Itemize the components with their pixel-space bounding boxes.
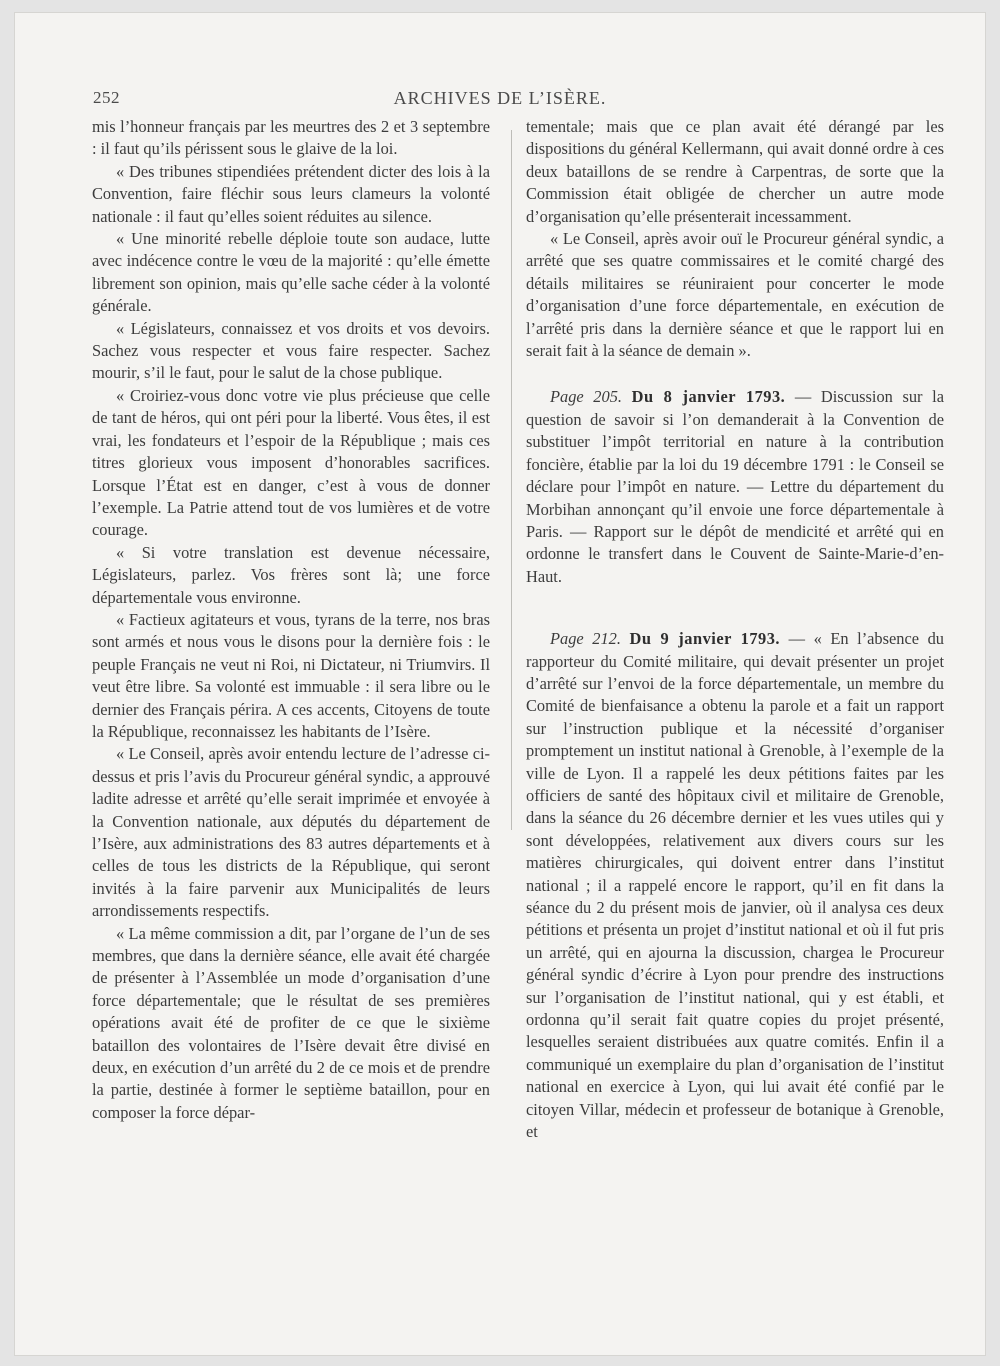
right-column [526, 116, 944, 1143]
paragraph: « La même commission a dit, par l’organe de l’un de ses membres, que dans la dernière séance, elle avait été chargée de présenter à l’Assemblée un mode d’organisation d’une force départementale; que le résultat de ses premières opérations avait été de profiter de ce que le sixième bataillon des volontaires de l’Isère devait être divisé en deux, en exécution d’un arrêté du 2 de ce mois et de prendre la partie, destinée à former le septième bataillon, pour en composer la force dépar- [92, 923, 490, 1122]
running-head: ARCHIVES DE L’ISÈRE. [393, 88, 607, 108]
column-divider [511, 130, 512, 830]
paragraph: mis l’honneur français par les meurtres des 2 et 3 septembre : il faut qu’ils périssent sous le glaive de la loi. [92, 117, 490, 159]
paragraph: « Factieux agitateurs et vous, tyrans de la terre, nos bras sont armés et nous vous le disons pour la dernière fois : le peuple Français ne veut ni Roi, ni Dictateur, ni Triumvirs. Il veut être libre. Sa volonté est immuable : il sera libre ou le dernier des Français périra. A ces accents, Citoyens de toute la République, reconnaissez les habitants de l’Isère. [92, 609, 490, 741]
paragraph: « Si votre translation est devenue nécessaire, Législateurs, parlez. Vos frères sont là; une force départementale vous environne. [92, 542, 490, 607]
paragraph: « Croiriez-vous donc votre vie plus précieuse que celle de tant de héros, qui ont péri pour la liberté. Vous êtes, il est vrai, les fondateurs et l’espoir de la République ; mais ces titres glorieux vous imposent d’honorables sacrifices. Lorsque l’État est en danger, c’est à vous de donner l’exemple. La Patrie attend tout de vos lumières et de votre courage. [92, 385, 490, 540]
entry-date: Du 9 janvier 1793. [629, 629, 781, 649]
paragraph: « Des tribunes stipendiées prétendent dicter des lois à la Convention, faire fléchir sous leurs clameurs la volonté nationale : il faut qu’elles soient réduites au silence. [92, 161, 490, 226]
paragraph: « Le Conseil, après avoir entendu lecture de l’adresse ci-dessus et pris l’avis du Procureur général syndic, a approuvé ladite adresse et arrêté qu’elle serait imprimée et envoyée à la Convention nationale, aux députés du département de l’Isère, aux administrations des 83 autres départements et à celles de tous les districts de la République, qui seront invités à la faire parvenir aux Municipalités de leurs arrondissements respectifs. [92, 744, 490, 921]
page-number: 252 [93, 88, 120, 107]
left-column [92, 116, 490, 1124]
paragraph: « Législateurs, connaissez et vos droits et vos devoirs. Sachez vous respecter et vous faire respecter. Sachez mourir, s’il le faut, pour le salut de la chose publique. [92, 318, 490, 383]
paragraph: « Le Conseil, après avoir ouï le Procureur général syndic, a arrêté que ses quatre commissaires et le comité chargé des détails militaires se réuniraient pour concerter le mode d’organisation d’une force départementale, en exécution de l’arrêté pris dans la dernière séance et que le rapport lui en serait fait à la séance de demain ». [526, 229, 944, 361]
entry-date: Du 8 janvier 1793. [631, 387, 786, 407]
entry-text: — « En l’absence du rapporteur du Comité militaire, qui devait présenter un projet d’arrêté sur l’envoi de la force départementale, un membre du Comité de bienfaisance a obtenu la parole et a fait un rapport sur l’instruction publique et la nécessité d’organiser promptement un institut national à Grenoble, à l’exemple de la ville de Lyon. Il a rappelé les deux pétitions faites par les officiers de santé des hôpitaux civil et militaire de Grenoble, dans la séance du 26 décembre dernier et les vues utiles qui y sont développées, relativement aux divers cours sur les matières chirurgicales, qui doivent entrer dans l’institut national ; il a rappelé encore le rapport, qu’il en fit dans la séance du 2 du présent mois de janvier, où il analysa ces deux pétitions et présenta un projet d’institut national et où il fut pris un arrêté, qui en ajourna la discussion, chargea le Procureur général syndic d’écrire à Lyon pour prendre des instructions sur l’organisation de l’institut national, qui y est établi, et ordonna qu’il serait fait quatre copies du projet présenté, lesquelles seraient distribuées aux quatre comités. Enfin il a communiqué un exemplaire du plan d’organisation de l’institut national en exercice à Lyon, qui lui avait été confié par le citoyen Villar, médecin et professeur de botanique à Grenoble, et [526, 629, 944, 1142]
page-reference: Page 212. [550, 629, 621, 649]
entry-page-212 [526, 628, 944, 1143]
paragraph: tementale; mais que ce plan avait été dérangé par les dispositions du général Kellermann, qui avait donné ordre à ces deux bataillons de se rendre à Carpentras, de sorte que la Commission était obligée de chercher un autre mode d’organisation qu’elle présenterait incessamment. [526, 117, 944, 226]
paragraph: « Une minorité rebelle déploie toute son audace, lutte avec indécence contre le vœu de la majorité : qu’elle émette librement son opinion, mais qu’elle sache céder à la volonté générale. [92, 229, 490, 316]
entry-page-205 [526, 386, 944, 588]
entry-text: — Discussion sur la question de savoir si l’on demanderait à la Convention de substituer l’impôt territorial en nature à la contribution foncière, établie par la loi du 19 décembre 1791 : le Conseil se déclare pour l’impôt en nature. — Lettre du département du Morbihan annonçant qu’il envoie une force départementale à Paris. — Rapport sur le dépôt de mendicité et arrêté qui en ordonne le transfert dans le Couvent de Sainte-Marie-d’en-Haut. [526, 387, 944, 586]
page-reference: Page 205. [550, 387, 622, 407]
document-page [14, 12, 986, 1356]
